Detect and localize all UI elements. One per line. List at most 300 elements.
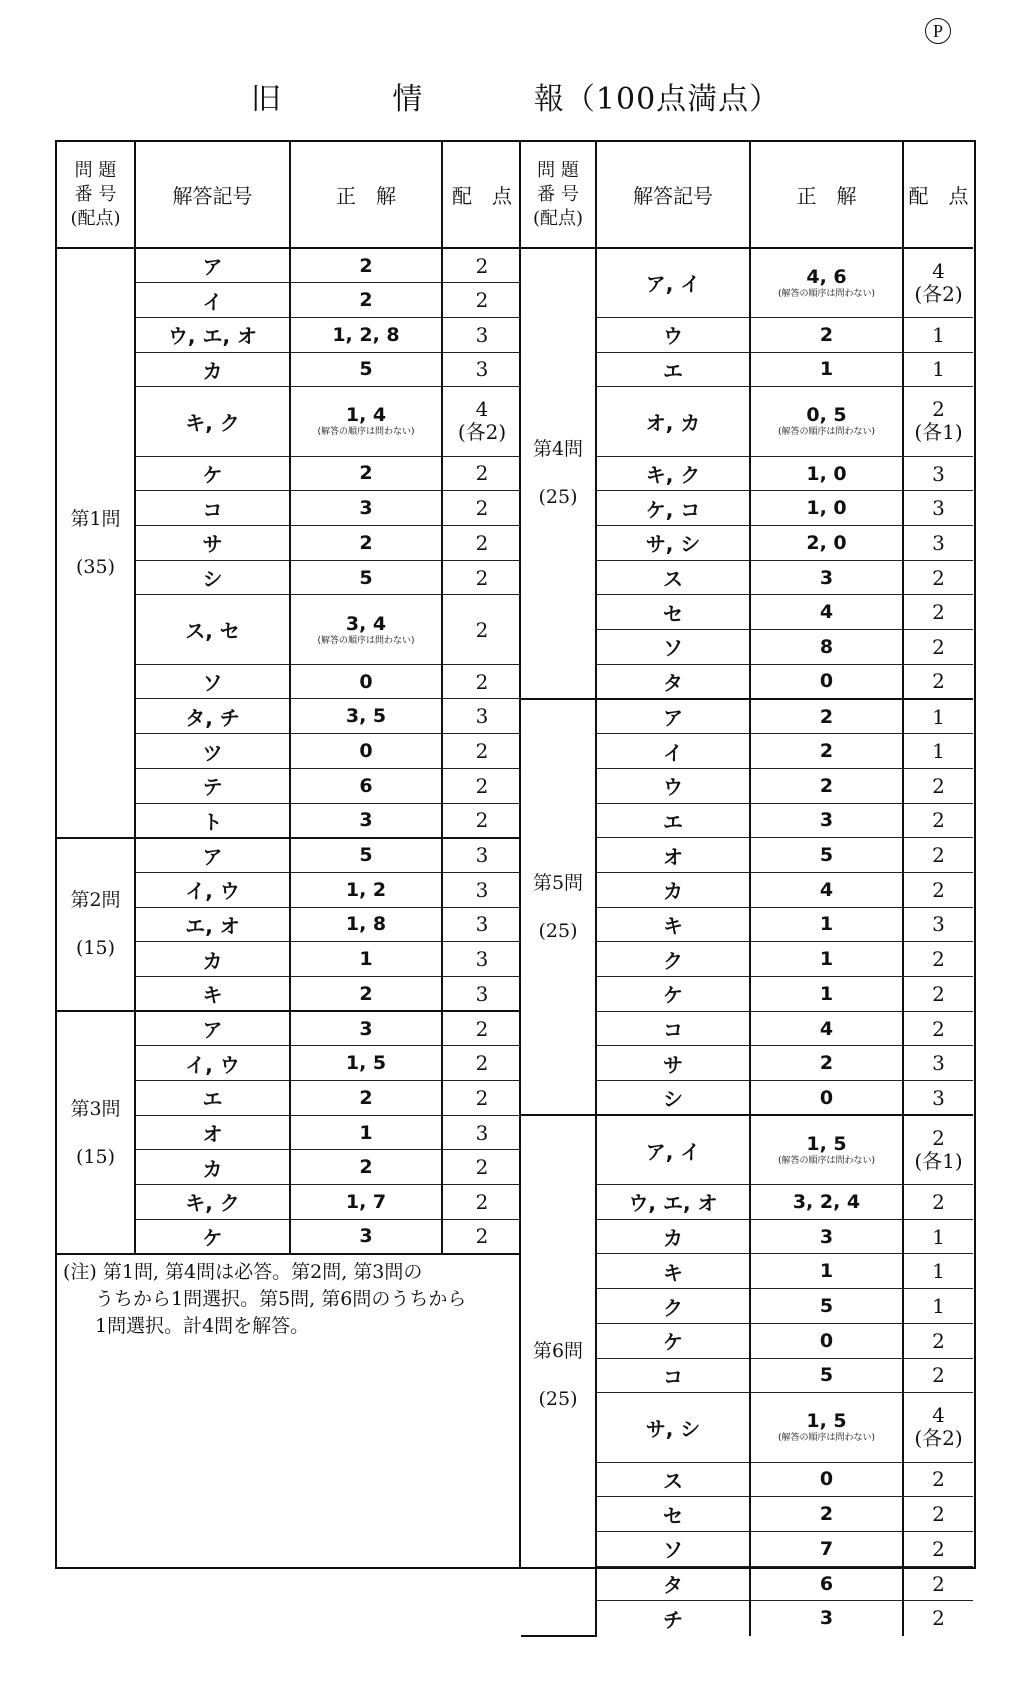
question-label: 第1問 (70, 507, 121, 530)
points-value: 2 (932, 1536, 945, 1561)
points-value: 2 (932, 1467, 945, 1492)
points-cell (903, 907, 973, 942)
answer-value: 1 (359, 948, 373, 971)
answer-value: 2 (819, 1503, 834, 1526)
answer-symbol: エ, オ (135, 907, 290, 942)
order-note: (解答の順序は問わない) (777, 1433, 876, 1444)
correct-answer (750, 907, 903, 942)
question-label: 第2問 (70, 889, 121, 912)
points-value: 4 (932, 258, 945, 283)
correct-answer (750, 1185, 903, 1220)
order-note: (解答の順序は問わない) (317, 427, 415, 438)
answer-value: 2 (359, 1156, 373, 1179)
answer-value: 1 (819, 948, 834, 971)
points-value: 1 (932, 322, 945, 347)
correct-answer (750, 595, 903, 630)
points-cell (442, 907, 521, 942)
question-total: (15) (75, 1145, 115, 1168)
header-row (521, 142, 973, 248)
answer-symbol: セ (596, 1497, 750, 1532)
points-cell (903, 734, 973, 769)
answer-symbol: ウ (596, 768, 750, 803)
correct-answer (750, 976, 903, 1011)
correct-answer (750, 1358, 903, 1393)
answer-value: 1, 0 (806, 462, 847, 485)
points-value: 2 (475, 773, 489, 798)
answer-symbol: タ (596, 1566, 750, 1601)
question-cell (521, 699, 596, 1115)
answer-value: 0 (819, 1329, 834, 1352)
correct-answer (750, 1081, 903, 1116)
points-cell (442, 560, 521, 595)
answer-symbol: ア (135, 838, 290, 873)
answer-value: 0, 5 (806, 404, 847, 427)
header-points: 配 点 (442, 142, 521, 248)
answer-symbol: コ (135, 491, 290, 526)
points-value: 2 (932, 808, 945, 833)
points-cell (442, 387, 521, 456)
answer-symbol: ウ, エ, オ (596, 1185, 750, 1220)
points-value: 3 (475, 947, 489, 972)
title-part-3: 報（100点満点） (533, 82, 781, 117)
points-value: 3 (475, 877, 489, 902)
answer-value: 3 (819, 566, 834, 589)
points-value: 2 (475, 1051, 489, 1076)
correct-answer (750, 630, 903, 665)
answer-value: 3 (819, 1607, 834, 1630)
answer-symbol: オ (135, 1115, 290, 1150)
answer-symbol: ソ (135, 664, 290, 699)
answer-value: 0 (359, 740, 373, 762)
points-value: 2 (932, 1571, 945, 1596)
points-value: 2 (475, 1016, 489, 1041)
points-cell (903, 1219, 973, 1254)
answer-value: 3 (819, 1225, 834, 1248)
question-cell (521, 1115, 596, 1635)
answer-value: 3 (359, 1017, 373, 1040)
points-value: 2 (475, 565, 489, 590)
points-cell (442, 283, 521, 318)
points-value: 1 (932, 1224, 945, 1249)
correct-answer (750, 1323, 903, 1358)
answer-symbol: ウ (596, 317, 750, 352)
points-cell (442, 803, 521, 838)
points-cell (903, 248, 973, 317)
header-question-line3: (配点) (532, 207, 584, 229)
correct-answer (750, 387, 903, 456)
points-value: 3 (475, 843, 489, 868)
points-cell (903, 768, 973, 803)
points-value: 3 (475, 357, 489, 382)
answer-value: 1, 5 (345, 1052, 387, 1075)
points-cell (442, 734, 521, 769)
points-value: 2 (932, 981, 945, 1006)
correct-answer (290, 942, 442, 977)
header-question-line1: 問 題 (74, 159, 117, 181)
question-total: (35) (75, 555, 115, 578)
points-value: 2 (932, 1016, 945, 1041)
points-each: (各2) (914, 1426, 963, 1451)
points-value: 2 (932, 1606, 945, 1631)
answer-value: 3 (359, 809, 373, 832)
points-cell (903, 803, 973, 838)
correct-answer (290, 317, 442, 352)
points-each: (各1) (914, 420, 963, 445)
answer-symbol: イ, ウ (135, 872, 290, 907)
answer-symbol: ア (135, 248, 290, 283)
answer-symbol: ア (596, 699, 750, 734)
answer-symbol: ト (135, 803, 290, 838)
answer-value: 1, 2, 8 (332, 323, 400, 346)
answer-value: 1 (819, 1260, 834, 1283)
answer-value: 2, 0 (806, 531, 847, 554)
question-cell (57, 838, 135, 1011)
answer-value: 7 (819, 1537, 834, 1560)
points-value: 3 (932, 1085, 945, 1110)
points-cell (442, 1046, 521, 1081)
points-cell (903, 1046, 973, 1081)
answer-symbol: コ (596, 1358, 750, 1393)
correct-answer (750, 1046, 903, 1081)
correct-answer (750, 1115, 903, 1184)
points-cell (903, 1532, 973, 1567)
header-question (57, 142, 135, 248)
answer-symbol: カ (135, 352, 290, 387)
points-value: 1 (932, 739, 945, 763)
header-answer: 正 解 (750, 142, 903, 248)
answer-symbol: ア (135, 1011, 290, 1046)
question-total: (25) (538, 486, 578, 509)
answer-symbol: イ (596, 734, 750, 769)
points-value: 3 (932, 461, 945, 486)
points-cell (903, 456, 973, 491)
answer-value: 1, 4 (345, 404, 387, 427)
answer-symbol: サ (135, 526, 290, 561)
correct-answer (290, 768, 442, 803)
question-label: 第4問 (532, 438, 584, 461)
correct-answer (290, 283, 442, 318)
answer-value: 2 (819, 740, 834, 762)
correct-answer (290, 595, 442, 664)
points-cell (903, 1289, 973, 1324)
question-label: 第3問 (70, 1097, 121, 1120)
correct-answer (750, 352, 903, 387)
points-cell (442, 317, 521, 352)
points-value: 2 (475, 1085, 489, 1110)
correct-answer (750, 1462, 903, 1497)
answer-value: 2 (359, 982, 373, 1005)
answer-symbol: イ, ウ (135, 1046, 290, 1081)
answer-value: 5 (819, 844, 834, 867)
footnote-line1: (注) 第1問, 第4問は必答。第2問, 第3問の (63, 1261, 423, 1283)
header-question-line2: 番 号 (537, 183, 579, 205)
correct-answer (750, 699, 903, 734)
question-total: (25) (538, 920, 578, 943)
points-cell (442, 526, 521, 561)
points-cell (903, 317, 973, 352)
answer-value: 3 (359, 1225, 373, 1248)
order-note: (解答の順序は問わない) (777, 1156, 876, 1167)
points-value: 3 (932, 912, 945, 937)
answer-symbol: セ (596, 595, 750, 630)
answer-value: 4 (819, 1017, 834, 1040)
answer-symbol: キ, ク (135, 387, 290, 456)
answer-symbol: ア, イ (596, 1115, 750, 1184)
correct-answer (750, 560, 903, 595)
answer-value: 2 (359, 254, 373, 277)
points-each: (各1) (914, 1149, 963, 1174)
answer-symbol: ク (596, 942, 750, 977)
correct-answer (290, 664, 442, 699)
correct-answer (750, 1532, 903, 1567)
header-row (57, 142, 521, 248)
points-cell (903, 387, 973, 456)
correct-answer (290, 976, 442, 1011)
correct-answer (750, 1566, 903, 1601)
points-cell (442, 699, 521, 734)
points-cell (903, 942, 973, 977)
points-value: 2 (475, 253, 489, 278)
correct-answer (290, 1081, 442, 1116)
points-value: 2 (932, 1126, 945, 1151)
answer-symbol: ア, イ (596, 248, 750, 317)
points-value: 2 (475, 1155, 489, 1180)
points-value: 2 (932, 947, 945, 972)
points-cell (442, 1081, 521, 1116)
correct-answer (750, 1497, 903, 1532)
points-value: 2 (475, 496, 489, 521)
correct-answer (290, 734, 442, 769)
answer-value: 4, 6 (806, 265, 847, 288)
answer-symbol: キ, ク (135, 1185, 290, 1220)
answer-value: 2 (359, 1086, 373, 1109)
correct-answer (750, 734, 903, 769)
correct-answer (750, 942, 903, 977)
answer-symbol: ス (596, 560, 750, 595)
right-half (521, 142, 973, 1632)
left-table (57, 142, 521, 1255)
answer-value: 1, 8 (345, 913, 387, 936)
correct-answer (750, 803, 903, 838)
table-row (521, 699, 973, 734)
points-cell (903, 491, 973, 526)
left-table-body (57, 248, 521, 1254)
header-points: 配 点 (903, 142, 973, 248)
correct-answer (290, 1011, 442, 1046)
points-value: 1 (932, 1294, 945, 1319)
points-value: 2 (932, 565, 945, 590)
answer-value: 2 (359, 462, 373, 485)
points-cell (903, 560, 973, 595)
answer-value: 5 (819, 1364, 834, 1387)
answer-symbol: エ (596, 352, 750, 387)
footnote-line2: うちから1問選択。第5問, 第6問のうちから (95, 1288, 467, 1310)
right-table-body (521, 248, 973, 1636)
answer-symbol: カ (596, 872, 750, 907)
answer-value: 2 (819, 774, 834, 797)
points-cell (903, 1566, 973, 1601)
answer-value: 0 (359, 670, 373, 693)
right-table (521, 142, 973, 1637)
points-value: 1 (932, 1259, 945, 1284)
answer-symbol: イ (135, 283, 290, 318)
answer-symbol: ウ, エ, オ (135, 317, 290, 352)
answer-value: 2 (819, 323, 834, 346)
correct-answer (290, 1115, 442, 1150)
answer-symbol: エ (135, 1081, 290, 1116)
points-value: 2 (932, 1502, 945, 1527)
answer-symbol: シ (135, 560, 290, 595)
order-note: (解答の順序は問わない) (777, 427, 876, 438)
footnote (57, 1255, 519, 1344)
points-value: 2 (475, 530, 489, 555)
points-value: 3 (475, 912, 489, 937)
points-cell (442, 976, 521, 1011)
points-value: 3 (932, 530, 945, 555)
answer-value: 3, 5 (345, 705, 387, 728)
answer-symbol: ソ (596, 1532, 750, 1567)
answer-value: 0 (819, 1468, 834, 1491)
answer-symbol: キ (135, 976, 290, 1011)
correct-answer (750, 526, 903, 561)
points-cell (442, 1011, 521, 1046)
points-cell (442, 1219, 521, 1254)
points-cell (903, 1254, 973, 1289)
answer-symbol: ケ, コ (596, 491, 750, 526)
correct-answer (750, 664, 903, 699)
points-cell (903, 630, 973, 665)
points-value: 3 (475, 704, 489, 729)
order-note: (解答の順序は問わない) (777, 288, 876, 299)
correct-answer (290, 699, 442, 734)
answer-value: 3 (819, 809, 834, 832)
answer-symbol: ケ (596, 1323, 750, 1358)
answer-symbol: ツ (135, 734, 290, 769)
correct-answer (750, 1011, 903, 1046)
points-cell (442, 1115, 521, 1150)
points-cell (903, 1497, 973, 1532)
points-value: 3 (932, 496, 945, 521)
correct-answer (750, 1393, 903, 1462)
points-cell (442, 1150, 521, 1185)
points-value: 2 (932, 773, 945, 798)
order-note: (解答の順序は問わない) (317, 635, 415, 646)
answer-symbol: エ (596, 803, 750, 838)
answer-symbol: ケ (135, 456, 290, 491)
points-cell (903, 664, 973, 699)
correct-answer (750, 838, 903, 873)
answer-value: 5 (359, 566, 373, 589)
correct-answer (290, 491, 442, 526)
points-cell (903, 1185, 973, 1220)
answer-value: 1 (819, 358, 834, 381)
answer-key-table (55, 140, 976, 1632)
answer-symbol: ソ (596, 630, 750, 665)
points-value: 2 (932, 600, 945, 625)
answer-symbol: サ (596, 1046, 750, 1081)
answer-value: 3 (359, 497, 373, 520)
answer-value: 2 (359, 531, 373, 554)
answer-value: 1, 0 (806, 497, 847, 520)
points-value: 3 (475, 981, 489, 1006)
answer-value: 2 (359, 289, 373, 312)
correct-answer (290, 526, 442, 561)
correct-answer (290, 838, 442, 873)
answer-symbol: キ, ク (596, 456, 750, 491)
answer-symbol: カ (596, 1219, 750, 1254)
answer-symbol: チ (596, 1601, 750, 1636)
answer-symbol: テ (135, 768, 290, 803)
correct-answer (290, 803, 442, 838)
question-label: 第6問 (532, 1340, 584, 1363)
points-cell (903, 1323, 973, 1358)
points-value: 3 (475, 322, 489, 347)
header-question (521, 142, 596, 248)
question-total: (25) (538, 1388, 578, 1411)
points-value: 4 (475, 397, 489, 422)
correct-answer (290, 248, 442, 283)
answer-value: 6 (359, 774, 373, 797)
question-cell (57, 248, 135, 838)
question-cell (521, 248, 596, 699)
correct-answer (290, 872, 442, 907)
header-symbol: 解答記号 (596, 142, 750, 248)
answer-value: 5 (359, 358, 373, 381)
answer-value: 1, 2 (345, 878, 387, 901)
correct-answer (290, 907, 442, 942)
answer-value: 1, 5 (806, 1133, 847, 1156)
answer-value: 1 (819, 913, 834, 936)
correct-answer (290, 1185, 442, 1220)
header-answer: 正 解 (290, 142, 442, 248)
points-cell (903, 526, 973, 561)
answer-symbol: シ (596, 1081, 750, 1116)
correct-answer (750, 1289, 903, 1324)
answer-value: 0 (819, 670, 834, 693)
points-value: 2 (475, 739, 489, 763)
points-value: 4 (932, 1403, 945, 1428)
points-value: 2 (932, 843, 945, 868)
answer-symbol: サ, シ (596, 526, 750, 561)
points-value: 3 (932, 1051, 945, 1076)
answer-symbol: ケ (596, 976, 750, 1011)
answer-value: 5 (359, 844, 373, 867)
points-cell (442, 942, 521, 977)
points-cell (903, 1601, 973, 1636)
answer-symbol: コ (596, 1011, 750, 1046)
points-cell (442, 352, 521, 387)
title-part-2: 情 (392, 82, 424, 117)
points-cell (442, 838, 521, 873)
footnote-line3: 1問選択。計4問を解答。 (95, 1315, 310, 1337)
answer-symbol: オ (596, 838, 750, 873)
correct-answer (290, 1150, 442, 1185)
answer-value: 1 (819, 982, 834, 1005)
points-value: 2 (932, 669, 945, 694)
points-value: 2 (932, 634, 945, 659)
correct-answer (290, 1046, 442, 1081)
answer-value: 2 (819, 1052, 834, 1075)
correct-answer (290, 560, 442, 595)
answer-value: 2 (819, 705, 834, 728)
table-row (57, 1011, 521, 1046)
points-cell (903, 595, 973, 630)
answer-value: 1, 5 (806, 1410, 847, 1433)
points-cell (442, 595, 521, 664)
answer-symbol: ク (596, 1289, 750, 1324)
table-row (521, 1115, 973, 1184)
correct-answer (750, 248, 903, 317)
